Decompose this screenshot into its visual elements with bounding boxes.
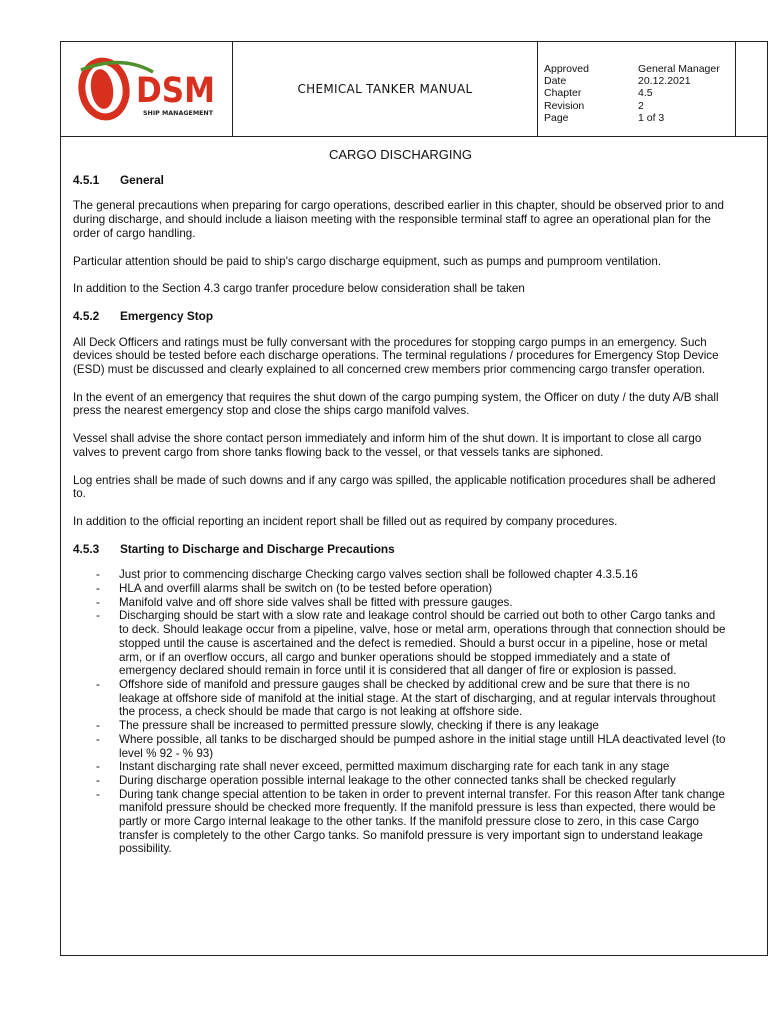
dash-marker: - — [96, 568, 100, 582]
logo-text: DSM — [136, 71, 215, 111]
list-item-text: Manifold valve and off shore side valves shall be fitted with pressure gauges. — [119, 595, 513, 609]
list-item-text: Just prior to commencing discharge Checking cargo valves section shall be followed chapter 4.3.5.16 — [119, 568, 638, 582]
list-item — [73, 596, 728, 610]
paragraph: Vessel shall advise the shore contact person immediately and inform him of the shut down. It is important to close all cargo valves to prevent cargo from shore tanks flowing back to the vessel, or that vessels tanks are siphoned. — [73, 432, 702, 459]
list-item — [73, 678, 728, 719]
list-item-text: Offshore side of manifold and pressure gauges shall be checked by additional crew and be sure that there is no leakage at offshore side of manifold at the initial stage. At the start of discharging, and at regular intervals throughout the process, a check should be made that cargo is not leaking at offshore side. — [119, 677, 716, 719]
section-title: General — [120, 172, 164, 187]
dash-marker: - — [96, 732, 100, 746]
meta-label: Date — [544, 75, 567, 88]
dash-marker: - — [96, 773, 100, 787]
list-item — [73, 609, 728, 678]
logo-subtext: SHIP MANAGEMENT — [143, 109, 214, 117]
meta-label: Page — [544, 111, 569, 124]
dash-marker: - — [96, 609, 100, 623]
paragraph: In addition to the Section 4.3 cargo tranfer procedure below consideration shall be taken — [73, 282, 525, 296]
dash-marker: - — [96, 595, 100, 609]
section-number: 4.5.1 — [73, 172, 100, 187]
list-item — [73, 582, 728, 596]
list-item-text: Discharging should be start with a slow rate and leakage control should be carried out both to other Cargo tanks and to deck. Should leakage occur from a pipeline, valve, hose or metal arm, operations through that connection should be stopped until the cause is ascertained and the defect is remedied. Should a burst occur in a pipeline, hose or metal arm, or if an overflow occurs, all cargo and bunker operations should be stopped immediately and a state of emergency declared should remain in force until it is considered that all danger of fire or explosion is passed. — [119, 609, 726, 678]
section-title: Emergency Stop — [120, 308, 214, 323]
meta-row-date — [544, 75, 735, 87]
meta-row-revision — [544, 100, 735, 112]
paragraph: The general precautions when preparing for cargo operations, described earlier in this chapter, should be observed prior to and during discharge, and should include a liaison meeting with the responsible terminal staff to agree an operational plan for the order of cargo handling. — [73, 199, 724, 240]
meta-row-chapter — [544, 87, 735, 99]
dsm-logo — [61, 42, 233, 137]
dash-marker: - — [96, 760, 100, 774]
paragraph: Particular attention should be paid to ship's cargo discharge equipment, such as pumps and pumproom ventilation. — [73, 254, 662, 268]
meta-value: 1 of 3 — [638, 111, 665, 124]
meta-label: Chapter — [544, 87, 582, 100]
list-item — [73, 719, 728, 733]
meta-value: 20.12.2021 — [638, 75, 691, 88]
paragraph: In the event of an emergency that requires the shut down of the cargo pumping system, the Officer on duty / the duty A/B shall press the nearest emergency stop and close the ships cargo manifold valves. — [73, 390, 719, 418]
manual-title: CHEMICAL TANKER MANUAL — [297, 82, 473, 96]
list-item — [73, 733, 728, 760]
section-heading-discharge-precautions — [73, 543, 728, 557]
document-page — [60, 41, 768, 956]
dash-marker: - — [96, 582, 100, 596]
document-header — [61, 42, 767, 137]
dash-marker: - — [96, 787, 100, 801]
paragraph: All Deck Officers and ratings must be fully conversant with the procedures for stopping cargo pumps in an emergency. Such devices should be tested before each discharge operations. The terminal regulations / procedures for Emergency Stop Device (ESD) must be discussed and clearly explained to all concerned crew members prior commencing cargo transfer operation. — [73, 335, 719, 377]
section-number: 4.5.3 — [73, 541, 100, 556]
manual-title-cell — [233, 42, 538, 136]
document-meta — [538, 42, 736, 136]
logo-cell — [61, 42, 233, 136]
list-item — [73, 774, 728, 788]
dash-marker: - — [96, 719, 100, 733]
section-heading-emergency-stop — [73, 310, 728, 324]
list-item-text: During discharge operation possible internal leakage to the other connected tanks shall be checked regularly — [119, 773, 676, 787]
meta-label: Revision — [544, 99, 585, 112]
section-title: Starting to Discharge and Discharge Precautions — [120, 541, 395, 556]
section-heading-general — [73, 174, 728, 188]
list-item — [73, 788, 728, 857]
list-item-text: Instant discharging rate shall never exceed, permitted maximum discharging rate for each tank in any stage — [119, 760, 670, 774]
paragraph: Log entries shall be made of such downs and if any cargo was spilled, the applicable notification procedures shall be adhered to. — [73, 473, 716, 501]
meta-value: 2 — [638, 99, 644, 112]
list-item — [73, 760, 728, 774]
meta-label: Approved — [544, 63, 589, 75]
meta-value: General Manager — [638, 63, 720, 75]
document-title: CARGO DISCHARGING — [328, 147, 472, 162]
list-item-text: The pressure shall be increased to permitted pressure slowly, checking if there is any leakage — [119, 719, 599, 733]
list-item-text: During tank change special attention to be taken in order to prevent internal transfer. For this reason After tank change manifold pressure should be checked more frequently. If the manifold pressure is less than expected, there would be partly or more Cargo internal leakage to the other tanks. If the manifold pressure close to zero, in this case Cargo transfer is completely to the other Cargo tanks. So manifold pressure is very important sign to understand leakage possibility. — [119, 787, 725, 856]
meta-value: 4.5 — [638, 87, 653, 100]
meta-row-page — [544, 112, 735, 124]
section-number: 4.5.2 — [73, 308, 100, 323]
list-item-text: HLA and overfill alarms shall be switch on (to be tested before operation) — [119, 582, 493, 596]
meta-row-approved — [544, 63, 735, 75]
dash-marker: - — [96, 677, 100, 691]
precautions-list — [73, 568, 728, 856]
list-item — [73, 568, 728, 582]
document-body — [73, 148, 728, 856]
paragraph: In addition to the official reporting an incident report shall be filled out as required by company procedures. — [73, 514, 618, 528]
list-item-text: Where possible, all tanks to be discharged should be pumped ashore in the initial stage untill HLA deactivated level (to level % 92 - % 93) — [119, 732, 726, 760]
